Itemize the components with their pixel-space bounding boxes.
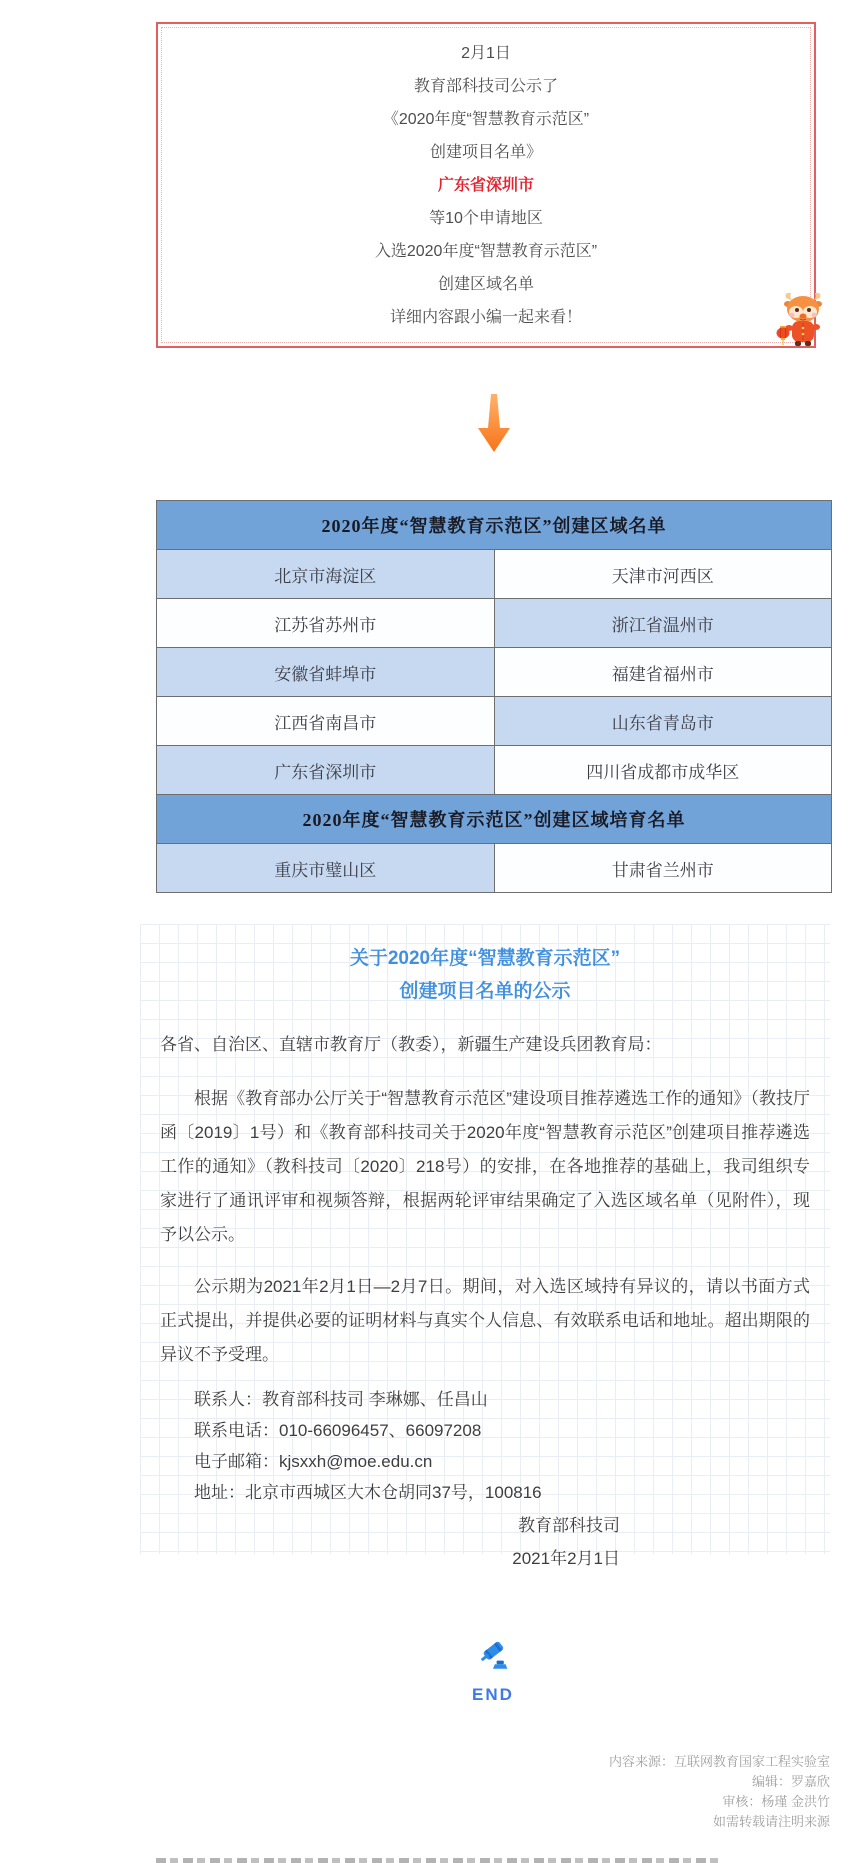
region-cell: 天津市河西区 [494,550,832,599]
contact-person: 联系人：教育部科技司 李琳娜、任昌山 [194,1390,488,1409]
region-cell: 江西省南昌市 [157,697,495,746]
table-section-header: 2020年度“智慧教育示范区”创建区域培育名单 [157,795,832,844]
notice-signoff-date: 2021年2月1日 [512,1549,620,1568]
announcement-line: 教育部科技司公示了 [413,78,558,95]
announcement-line: 创建项目名单》 [429,144,542,161]
end-marker [459,1638,527,1705]
announcement-card [156,22,816,348]
region-cell: 安徽省蚌埠市 [157,648,495,697]
credit-source: 内容来源：互联网教育国家工程实验室 [608,1754,830,1769]
credit-editor: 编辑：罗嘉欣 [751,1774,830,1789]
credit-repost-note: 如需转载请注明来源 [712,1814,830,1829]
footer-credits [609,1752,830,1832]
announcement-line: 入选2020年度“智慧教育示范区” [374,243,598,260]
notice-salutation: 各省、自治区、直辖市教育厅（教委），新疆生产建设兵团教育局： [160,1035,662,1054]
region-cell: 北京市海淀区 [157,550,495,599]
notice-paragraph-1: 根据《教育部办公厅关于“智慧教育示范区”建设项目推荐遴选工作的通知》（教技厅函〔2019〕1号）和《教育部科技司关于2020年度“智慧教育示范区”创建项目推荐遴选工作的通知》（教科技司〔2020〕218号）的安排，在各地推荐的基础上，我司组织专家进行了通讯评审和视频答辩，根据两轮评审结果确定了入选区域名单（见附件），现予以公示。 [160,1089,810,1244]
table-row [157,844,832,893]
table-row [157,550,832,599]
region-cell: 甘肃省兰州市 [494,844,832,893]
table-row [157,746,832,795]
down-arrow-icon [472,392,516,456]
notice-contacts [160,1384,810,1508]
announcement-line: 创建区域名单 [437,276,534,293]
notice-paragraph-2: 公示期为2021年2月1日—2月7日。期间，对入选区域持有异议的，请以书面方式正式提出，并提供必要的证明材料与真实个人信息、有效联系电话和地址。超出期限的异议不予受理。 [160,1277,810,1364]
table-row [157,648,832,697]
table-section-header: 2020年度“智慧教育示范区”创建区域名单 [157,501,832,550]
region-list-table [156,500,832,893]
gavel-icon [475,1638,511,1676]
credit-reviewer: 审核：杨瑾 金洪竹 [722,1794,830,1809]
contact-address: 地址：北京市西城区大木仓胡同37号，100816 [194,1483,542,1502]
notice-title-line1: 关于2020年度“智慧教育示范区” [349,948,621,969]
announcement-line: 《2020年度“智慧教育示范区” [382,111,590,128]
region-cell: 江苏省苏州市 [157,599,495,648]
region-cell: 重庆市璧山区 [157,844,495,893]
announcement-text [158,24,814,334]
region-cell: 福建省福州市 [494,648,832,697]
ox-mascot-icon [776,290,830,350]
region-cell: 山东省青岛市 [494,697,832,746]
announcement-line: 2月1日 [461,45,511,62]
announcement-line: 等10个申请地区 [429,210,543,227]
contact-phone: 联系电话：010-66096457、66097208 [194,1421,482,1440]
notice-title-line2: 创建项目名单的公示 [399,981,571,1002]
announcement-line: 详细内容跟小编一起来看！ [389,309,582,326]
table-row [157,599,832,648]
table-row [157,697,832,746]
region-cell: 广东省深圳市 [157,746,495,795]
region-cell: 浙江省温州市 [494,599,832,648]
end-label: END [472,1685,514,1704]
notice-signoff-org: 教育部科技司 [518,1516,620,1535]
highlighted-region-name: 广东省深圳市 [437,177,534,194]
official-notice [140,924,830,1568]
contact-email: 电子邮箱：kjsxxh@moe.edu.cn [194,1452,433,1471]
clipped-text-line [156,1858,721,1863]
region-cell: 四川省成都市成华区 [494,746,832,795]
